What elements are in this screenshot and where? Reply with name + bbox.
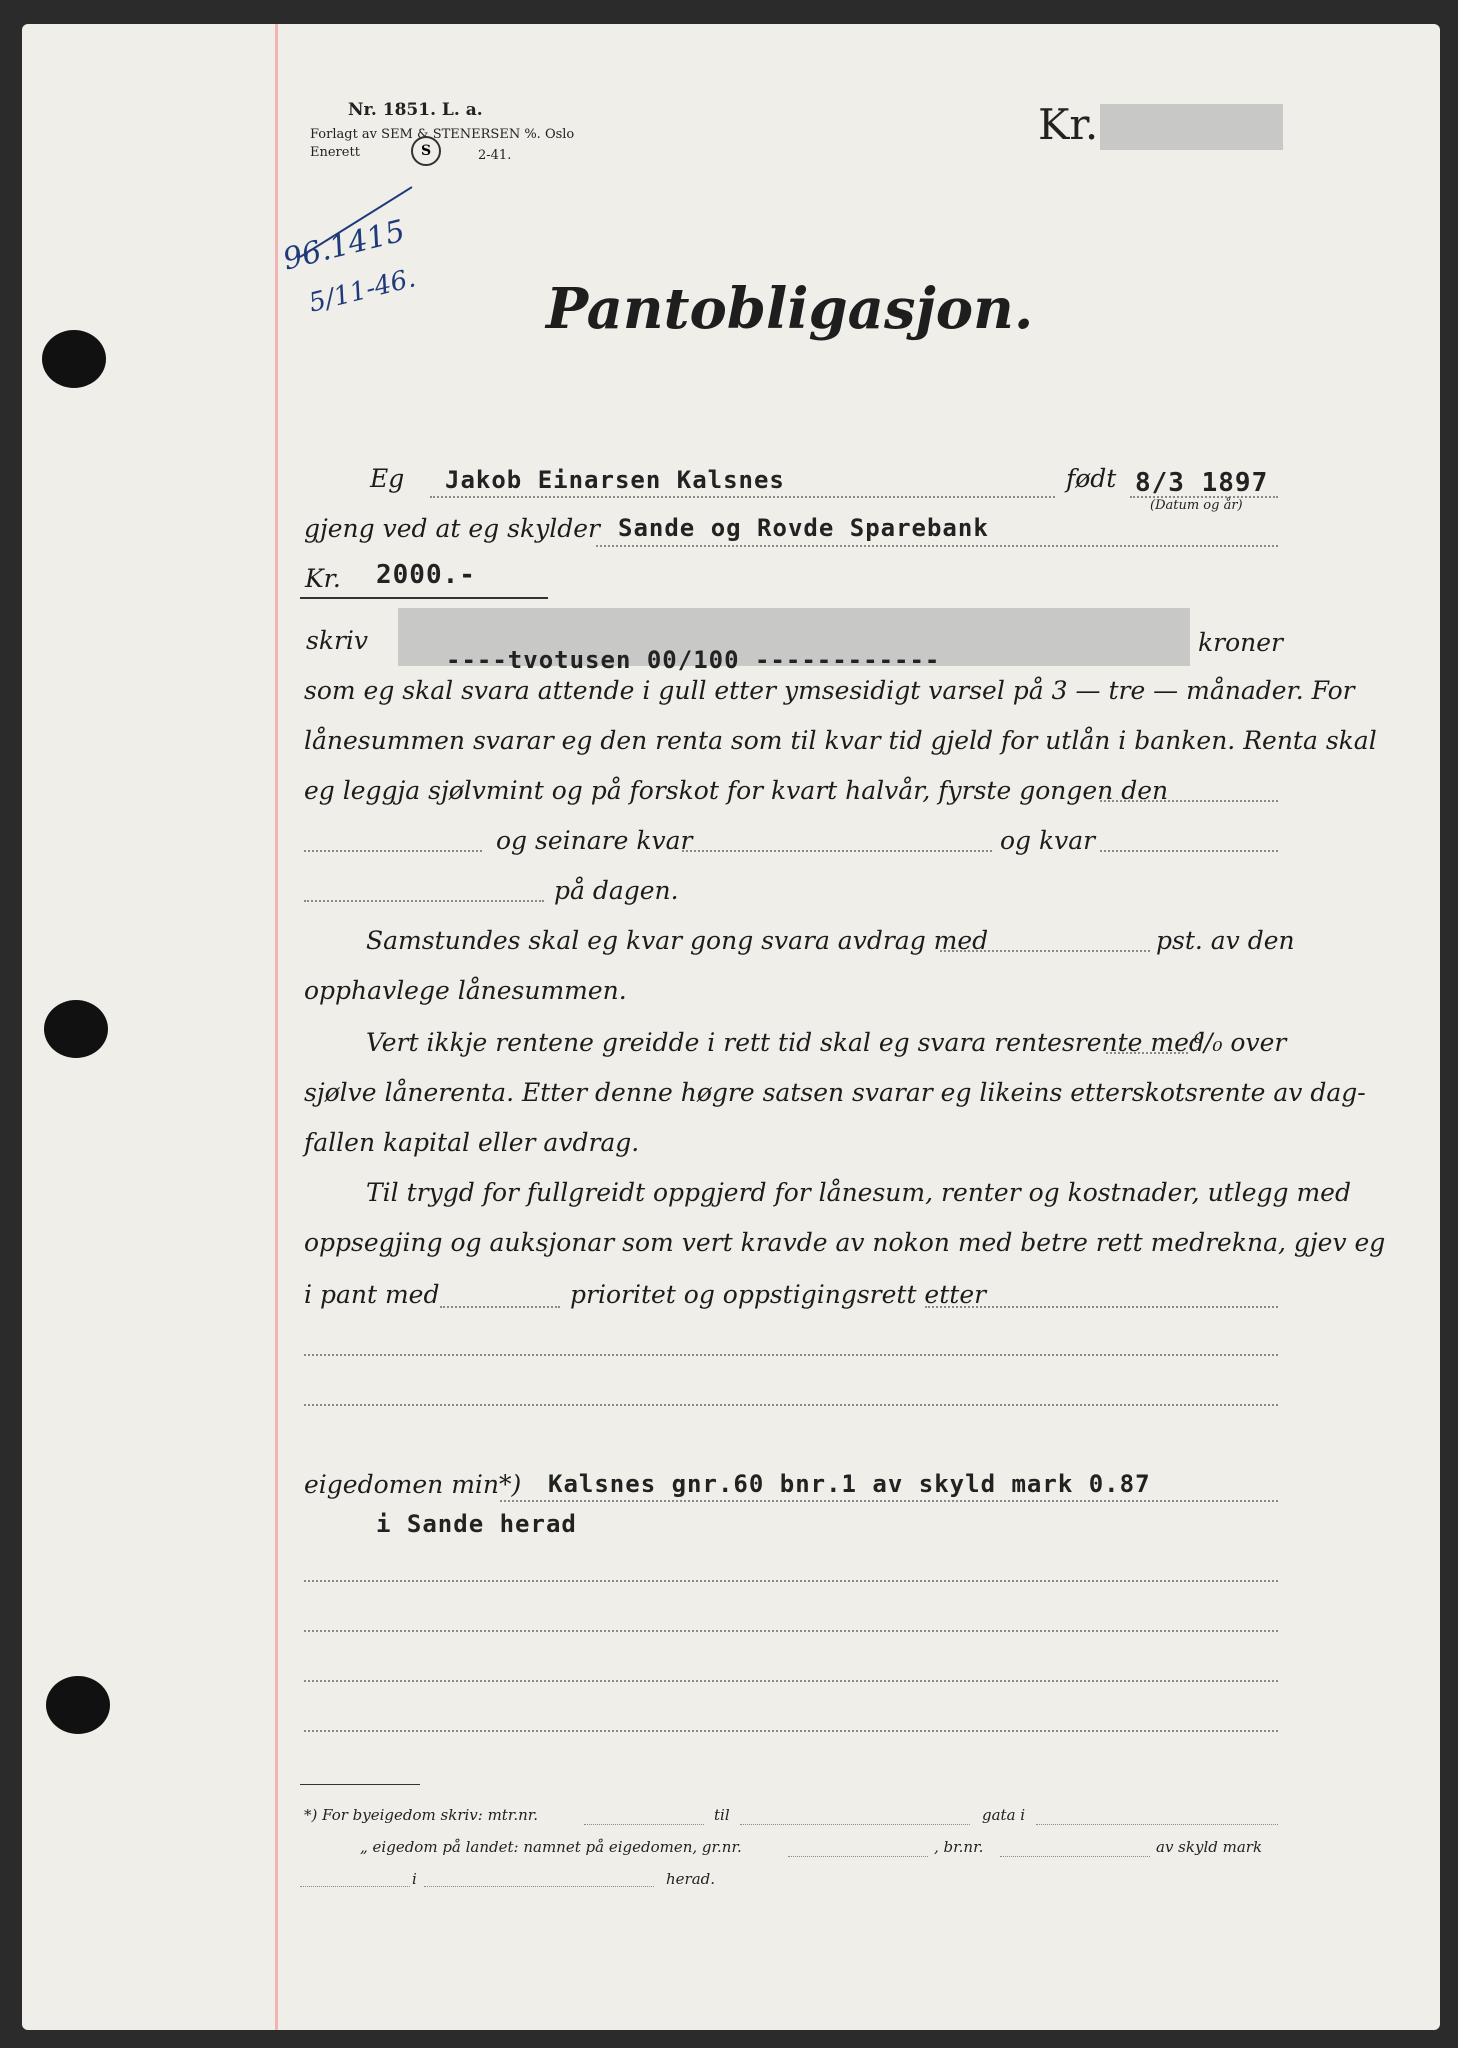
property-text: Kalsnes gnr.60 bnr.1 av skyld mark 0.87 [548, 1470, 1151, 1498]
creditor-name: Sande og Rovde Sparebank [618, 514, 989, 542]
clause-line-2: lånesummen svarar eg den renta som til kvar tid gjeld for utlån i banken. Renta skal [304, 726, 1377, 755]
clause-line-8-start: Vert ikkje rentene greidde i rett tid skal eg svara rentesrente med [366, 1028, 1205, 1057]
footnote-line-2a: „ eigedom på landet: namnet på eigedomen, gr.nr. [360, 1838, 742, 1856]
clause-line-3: eg leggja sjølvmint og på forskot for kvart halvår, fyrste gongen den [304, 776, 1169, 805]
born-hint: (Datum og år) [1150, 498, 1243, 513]
punch-hole [42, 330, 106, 388]
clause-line-13-end: prioritet og oppstigingsrett etter [570, 1280, 987, 1309]
punch-hole [44, 1000, 108, 1058]
footnote-line-3a: i [412, 1870, 417, 1888]
clause-line-10: fallen kapital eller avdrag. [304, 1128, 640, 1157]
clause-line-4-end: og kvar [1000, 826, 1096, 855]
handwritten-ref-number: 96.1415 [279, 213, 409, 278]
margin-line [275, 24, 278, 2030]
edition-label: 2-41. [478, 148, 512, 163]
amount-prefix: Kr. [1038, 100, 1099, 149]
publisher-line: Forlagt av SEM & STENERSEN %. Oslo [310, 127, 575, 142]
skriv-label: skriv [306, 626, 369, 655]
publisher-logo: S [411, 136, 441, 166]
clause-line-7: opphavlege lånesummen. [304, 976, 627, 1005]
footnote-line-1a: *) For byeigedom skriv: mtr.nr. [304, 1806, 539, 1824]
amount-words: ----tvotusen 00/100 ------------ [446, 646, 941, 674]
handwritten-ref-date: 5/11-46. [305, 263, 419, 319]
clause-line-8-end: ⁰/₀ over [1194, 1028, 1287, 1057]
owes-label: gjeng ved at eg skylder [304, 514, 600, 543]
amount-value: 2000.- [376, 560, 476, 590]
born-date: 8/3 1897 [1135, 468, 1269, 498]
property-label: eigedomen min*) [304, 1470, 522, 1499]
clause-line-9: sjølve lånerenta. Etter denne høgre satsen svarar eg likeins etterskotsrente av dag- [304, 1078, 1366, 1107]
footnote-line-1b: til [714, 1806, 730, 1824]
property-line-2: i Sande herad [376, 1510, 577, 1538]
footnote-line-2b: , br.nr. [934, 1838, 984, 1856]
page-title: Pantobligasjon. [546, 276, 1034, 342]
clause-line-5: på dagen. [554, 876, 679, 905]
kroner-label: kroner [1198, 628, 1283, 657]
clause-line-11: Til trygd for fullgreidt oppgjerd for lånesum, renter og kostnader, utlegg med [366, 1178, 1351, 1207]
borrower-name: Jakob Einarsen Kalsnes [445, 466, 785, 494]
born-label: født [1066, 464, 1117, 493]
eg-label: Eg [370, 464, 405, 493]
footnote-line-1c: gata i [982, 1806, 1026, 1824]
clause-line-6-start: Samstundes skal eg kvar gong svara avdrag med [366, 926, 989, 955]
clause-line-13-start: i pant med [304, 1280, 440, 1309]
clause-line-6-end: pst. av den [1156, 926, 1295, 955]
rights-label: Enerett [310, 145, 360, 160]
clause-line-12: oppsegjing og auksjonar som vert kravde av nokon med betre rett medrekna, gjev eg [304, 1228, 1386, 1257]
footnote-line-3b: herad. [666, 1870, 716, 1888]
footnote-line-2c: av skyld mark [1156, 1838, 1263, 1856]
kr-label: Kr. [305, 564, 341, 593]
punch-hole [46, 1676, 110, 1734]
clause-line-4-mid: og seinare kvar [496, 826, 693, 855]
amount-box [1100, 104, 1283, 150]
form-number: Nr. 1851. L. a. [348, 100, 483, 120]
clause-line-1: som eg skal svara attende i gull etter ymsesidigt varsel på 3 — tre — månader. For [304, 676, 1355, 705]
